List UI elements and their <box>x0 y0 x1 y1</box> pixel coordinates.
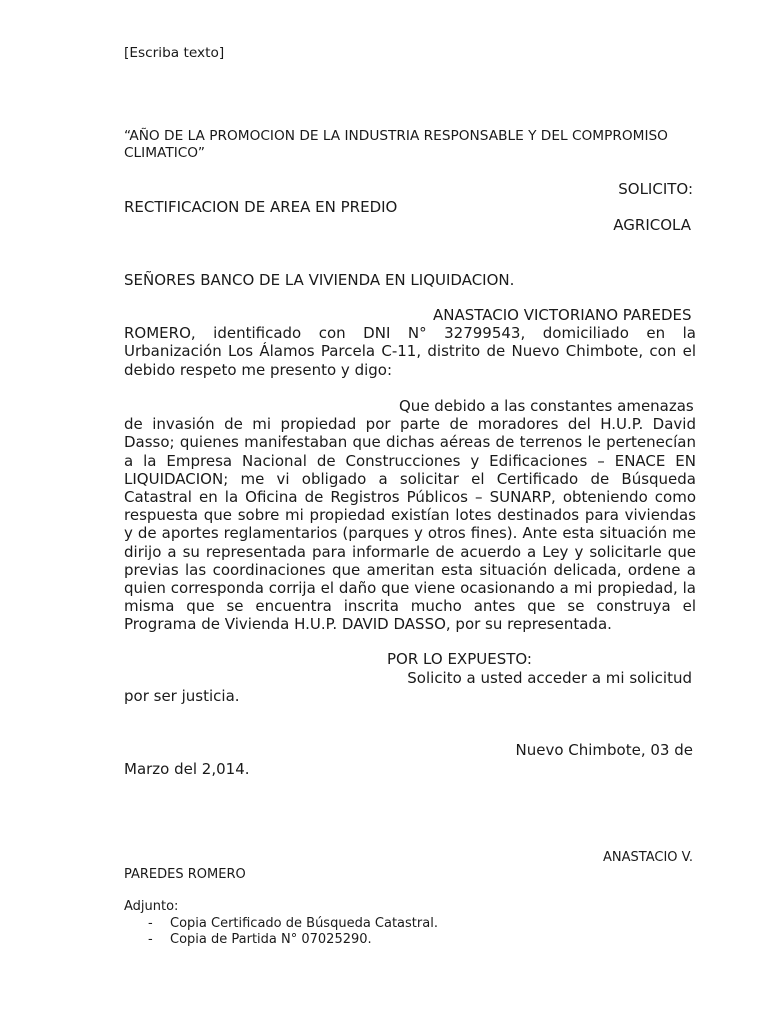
addressee: SEÑORES BANCO DE LA VIVIENDA EN LIQUIDACION. <box>124 271 515 289</box>
intro-first-line: ANASTACIO VICTORIANO PAREDES <box>433 306 692 324</box>
request-subject-line-2: AGRICOLA <box>613 216 691 234</box>
motto-line-1: “AÑO DE LA PROMOCION DE LA INDUSTRIA RESPONSABLE Y DEL COMPROMISO <box>124 128 668 144</box>
body-first-line: Que debido a las constantes amenazas <box>399 397 694 415</box>
list-item: - Copia Certificado de Búsqueda Catastral. <box>148 916 438 931</box>
attachments-label: Adjunto: <box>124 899 179 914</box>
signature-line-1: ANASTACIO V. <box>603 850 693 865</box>
intro-text: ROMERO, identificado con DNI N° 32799543, domiciliado en la Urbanización Los Álamos Parcela C-11, distrito de Nuevo Chimbote, con el debido respeto me presento y digo: <box>124 324 696 379</box>
date-line-2: Marzo del 2,014. <box>124 760 250 778</box>
request-label: SOLICITO: <box>618 180 693 198</box>
signature-line-2: PAREDES ROMERO <box>124 867 246 882</box>
intro-paragraph <box>124 306 696 379</box>
body-paragraph <box>124 397 696 634</box>
header-placeholder: [Escriba texto] <box>124 45 225 61</box>
closing-heading: POR LO EXPUESTO: <box>387 650 532 668</box>
motto-line-2: CLIMATICO” <box>124 145 205 161</box>
list-item: - Copia de Partida N° 07025290. <box>148 932 372 947</box>
body-text: de invasión de mi propiedad por parte de moradores del H.U.P. David Dasso; quienes manifestaban que dichas aéreas de terrenos le pertenecían a la Empresa Nacional de Construcciones y Edificaciones – ENACE EN LIQUIDACION; me vi obligado a solicitar el Certificado de Búsqueda Catastral en la Oficina de Registros Públicos – SUNARP, obteniendo como respuesta que sobre mi propiedad existían lotes destinados para viviendas y de aportes reglamentarios (parques y otros fines). Ante esta situación me dirijo a su representada para informarle de acuerdo a Ley y solicitarle que previas las coordinaciones que ameritan esta situación delicada, ordene a quien corresponda corrija el daño que viene ocasionando a mi propiedad, la misma que se encuentra inscrita mucho antes que se construya el Programa de Vivienda H.U.P. DAVID DASSO, por su representada. <box>124 415 696 634</box>
request-subject-line-1: RECTIFICACION DE AREA EN PREDIO <box>124 198 398 216</box>
date-line-1: Nuevo Chimbote, 03 de <box>515 741 693 759</box>
closing-line-2: por ser justicia. <box>124 687 240 705</box>
attachments-list <box>148 916 438 948</box>
closing-line-1: Solicito a usted acceder a mi solicitud <box>407 669 692 687</box>
